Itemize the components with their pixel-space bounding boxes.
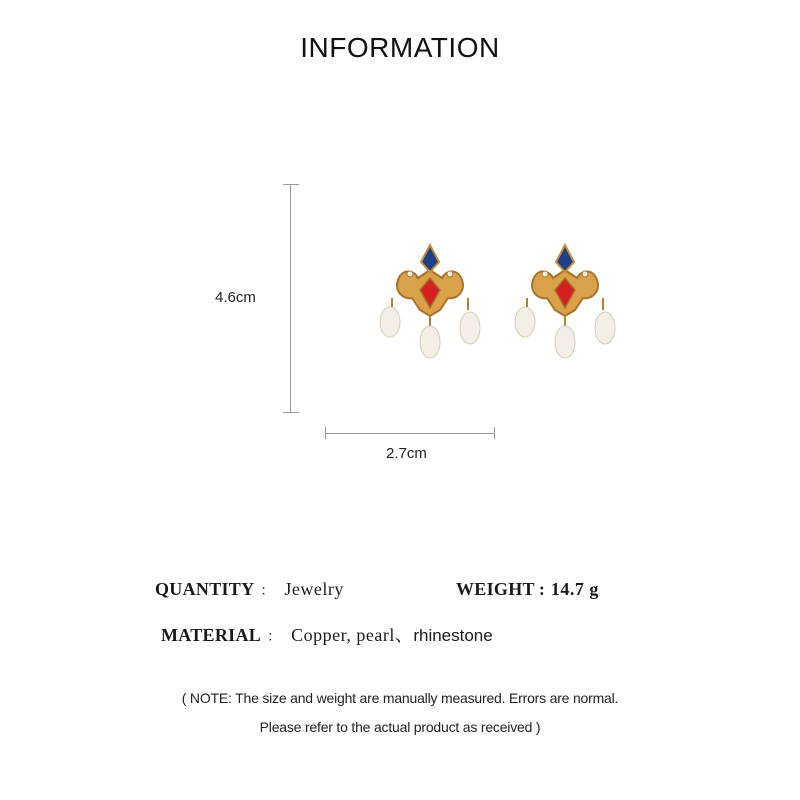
- material-spec: [161, 621, 493, 647]
- earring-image-right: [505, 240, 625, 380]
- weight-colon: :: [538, 579, 545, 599]
- earring-image-left: [370, 240, 490, 380]
- weight-value: 14.7 g: [550, 579, 599, 599]
- weight-key: WEIGHT: [456, 579, 535, 599]
- note-line-2: Please refer to the actual product as received ): [259, 719, 541, 735]
- weight-spec: [456, 579, 599, 600]
- width-label: 2.7cm: [386, 445, 427, 462]
- note-line-1: ( NOTE: The size and weight are manually measured. Errors are normal.: [181, 690, 619, 706]
- height-dimension-line: [283, 184, 299, 413]
- material-value-b: rhinestone: [413, 626, 493, 645]
- material-key: MATERIAL: [161, 625, 262, 645]
- quantity-colon: ：: [260, 584, 275, 599]
- material-colon: ：: [267, 630, 282, 645]
- height-label: 4.6cm: [215, 289, 256, 306]
- page-title: INFORMATION: [300, 32, 500, 63]
- material-value-a: Copper, pearl、: [291, 625, 414, 645]
- quantity-spec: [155, 579, 344, 600]
- quantity-value: Jewelry: [284, 579, 344, 599]
- width-dimension-line: [325, 427, 495, 439]
- quantity-key: QUANTITY: [155, 579, 255, 599]
